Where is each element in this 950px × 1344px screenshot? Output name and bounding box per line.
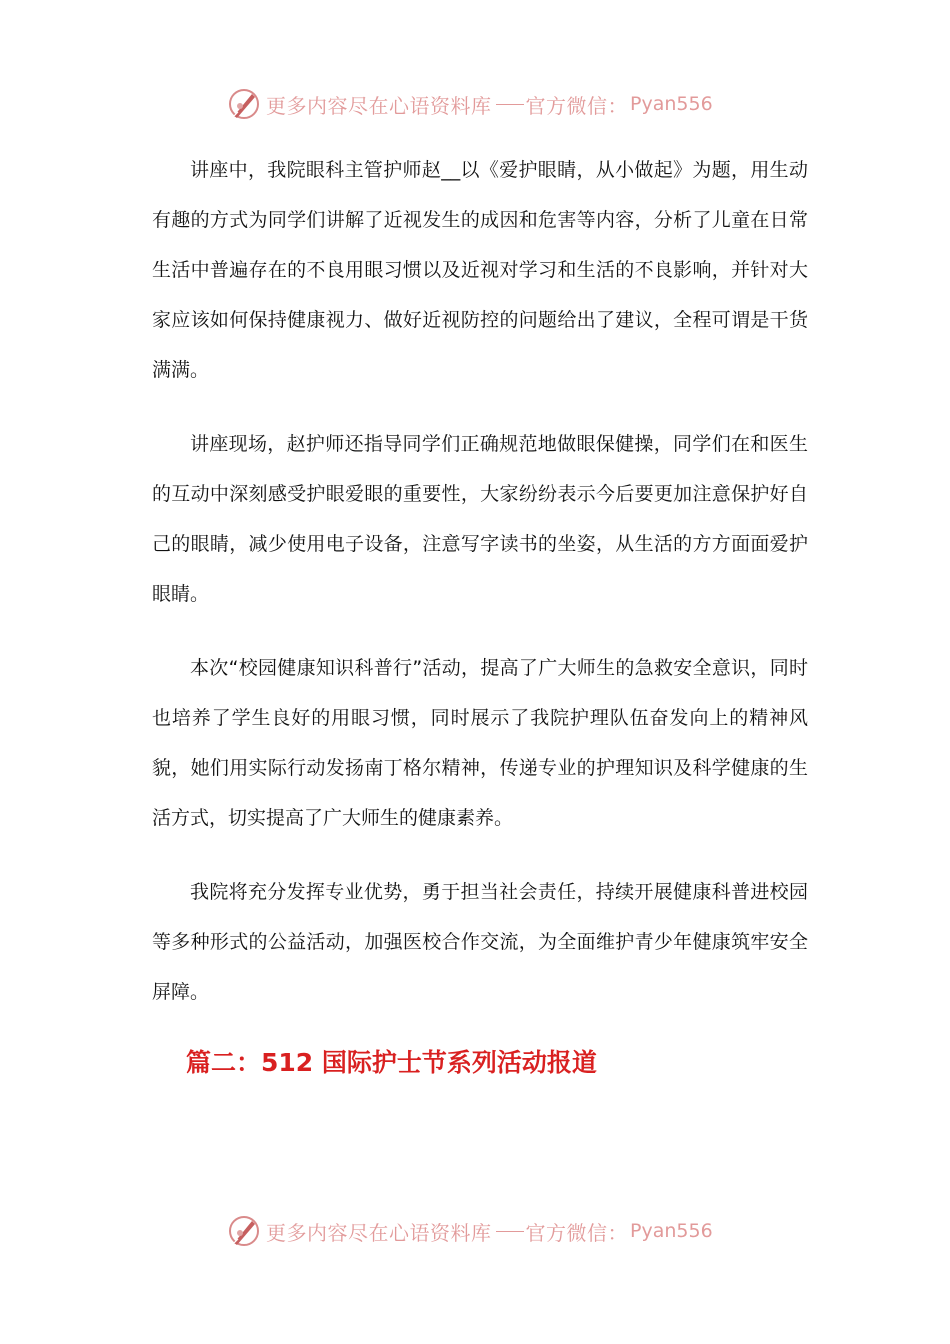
article-body [152,145,808,1041]
watermark-wechat-id: Pyan556 [630,1220,713,1242]
header-watermark [226,84,713,124]
watermark-dash [496,104,524,105]
watermark-wechat-label: 官方微信： [525,93,628,118]
watermark-brand-text: 更多内容尽在心语资料库 [266,93,492,118]
quill-pen-logo-icon [226,1213,262,1249]
watermark-wechat-label: 官方微信： [525,1220,628,1245]
watermark-dash [496,1231,524,1232]
watermark-brand-text: 更多内容尽在心语资料库 [266,1220,492,1245]
watermark-wechat-id: Pyan556 [630,93,713,115]
quill-pen-logo-icon [226,86,262,122]
paragraph-lecture: 讲座中，我院眼科主管护师赵__以《爱护眼睛，从小做起》为题，用生动有趣的方式为同学们讲解了近视发生的成因和危害等内容，分析了儿童在日常生活中普遍存在的不良用眼习惯以及近视对学习和生活的不良影响，并针对大家应该如何保持健康视力、做好近视防控的问题给出了建议，全程可谓是干货满满。 [152,159,808,381]
paragraph-eye-exercise: 讲座现场，赵护师还指导同学们正确规范地做眼保健操，同学们在和医生的互动中深刻感受护眼爱眼的重要性，大家纷纷表示今后要更加注意保护好自己的眼睛，减少使用电子设备，注意写字读书的坐姿，从生活的方方面面爱护眼睛。 [152,433,808,605]
paragraph-activity-summary: 本次“校园健康知识科普行”活动，提高了广大师生的急救安全意识，同时也培养了学生良好的用眼习惯，同时展示了我院护理队伍奋发向上的精神风貌，她们用实际行动发扬南丁格尔精神，传递专业的护理知识及科学健康的生活方式，切实提高了广大师生的健康素养。 [152,657,808,829]
paragraph-future-plan: 我院将充分发挥专业优势，勇于担当社会责任，持续开展健康科普进校园等多种形式的公益活动，加强医校合作交流，为全面维护青少年健康筑牢安全屏障。 [152,881,808,1003]
footer-watermark [226,1211,713,1251]
section-heading: 篇二：512 国际护士节系列活动报道 [186,1048,597,1077]
